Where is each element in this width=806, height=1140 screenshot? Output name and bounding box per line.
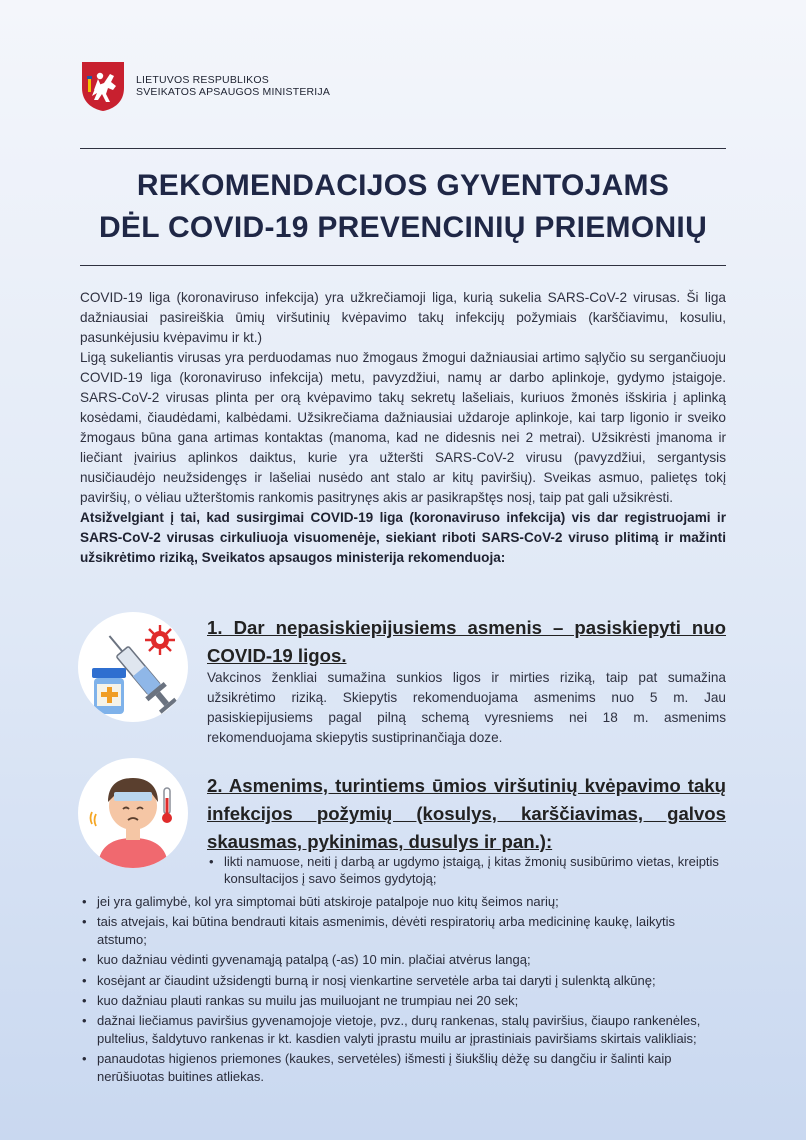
list-item: • panaudotas higienos priemones (kaukes, servetėles) išmesti į šiukšlių dėžę su dangčiu ir šalinti kaip nerūšiuotas buitines atliekas. [80, 1050, 726, 1085]
intro-paragraph: COVID-19 liga (koronaviruso infekcija) yra užkrečiamoji liga, kurią sukelia SARS-CoV-2 virusas. Ši liga dažniausiai pasireiškia ūmių viršutinių kvėpavimo takų infekcijų požymiais (karščiavimu, kosuliu, pasunkėjusiu kvėpavimu ir kt.) [80, 290, 726, 345]
ministry-line2: SVEIKATOS APSAUGOS MINISTERIJA [136, 86, 331, 98]
section1-text: Vakcinos ženkliai sumažina sunkios ligos ir mirties riziką, taip pat sumažina užsikrėtimo riziką. Skiepytis rekomenduojama asmenims nuo 5 m. Jau pasiskiepijusiems pagal pilną schemą vyresniems nei 18 m. asmenims rekomenduojama skiepytis sustiprinančiąja doze. [207, 670, 726, 745]
coat-of-arms-icon [80, 60, 126, 112]
header [80, 60, 330, 112]
title-line2: DĖL COVID-19 PREVENCINIŲ PRIEMONIŲ [98, 211, 708, 244]
list-item: • kuo dažniau plauti rankas su muilu jas muiluojant ne trumpiau nei 20 sek; [80, 992, 726, 1009]
sick-person-icon [78, 758, 188, 868]
intro-recommendation: Atsižvelgiant į tai, kad susirgimai COVID-19 liga (koronaviruso infekcija) vis dar registruojami ir SARS-CoV-2 virusas cirkuliuoja visuomenėje, siekiant riboti SARS-CoV-2 viruso plitimą ir mažinti užsikrėtimo riziką, Sveikatos apsaugos ministerija rekomenduoja: [80, 510, 726, 565]
intro-text [80, 288, 726, 568]
list-item: • kuo dažniau vėdinti gyvenamąją patalpą (-as) 10 min. plačiai atvėrus langą; [80, 951, 726, 968]
list-item: • likti namuose, neiti į darbą ar ugdymo įstaigą, į kitas žmonių susibūrimo vietas, kreiptis konsultacijos į savo šeimos gydytoją; [207, 853, 726, 888]
vaccine-icon [78, 612, 188, 722]
ministry-name [136, 74, 330, 98]
page-title [80, 165, 726, 249]
list-item: • jei yra galimybė, kol yra simptomai būti atskiroje patalpoje nuo kitų šeimos narių; [80, 893, 726, 910]
list-item: • dažnai liečiamus paviršius gyvenamojoje vietoje, pvz., durų rankenas, stalų paviršius, čiaupo rankenėles, pultelius, šaldytuvo rankenas ir kt. kasdien valyti įprastu muilu ar įprastiniais paviršiams skirtais valikliais; [80, 1012, 726, 1047]
list-item: • kosėjant ar čiaudint užsidengti burną ir nosį vienkartine servetėle arba tai daryti į sulenktą alkūnę; [80, 972, 726, 989]
intro-paragraph: Ligą sukeliantis virusas yra perduodamas nuo žmogaus žmogui dažniausiai artimo sąlyčio su sergančiuoju COVID-19 liga (koronaviruso infekcija) metu, pavyzdžiui, namų ar darbo aplinkoje, gydymo įstaigoje. SARS-CoV-2 virusas plinta per orą kvėpavimo takų sekretų lašeliais, kuriuos žmonės išskiria į aplinką kosėdami, čiaudėdami, kalbėdami. Užsikrečiama dažniausiai uždaroje aplinkoje, kai tarp ligonio ir sveiko žmogaus būna gana artimas kontaktas (manoma, kad ne didesnis nei 2 metrai). Užsikrėsti įmanoma ir liečiant įvairius aplinkos daiktus, kurie yra užteršti SARS-CoV-2 virusu (pavyzdžiui, sergantysis nusičiaudėjo neužsidengęs ir lašeliai nusėdo ant stalo ar kitų paviršių). Sveikas asmuo, palietęs tokį paviršių, o vėliau užterštomis rankomis pasitrynęs akis ar pasikrapštęs nosį, taip pat gali užsikrėsti. [80, 350, 726, 505]
title-line1: REKOMENDACIJOS GYVENTOJAMS [136, 169, 670, 202]
section2-title: 2. Asmenims, turintiems ūmios viršutinių kvėpavimo takų infekcijos požymių (kosulys, karščiavimas, galvos skausmas, pykinimas, dusulys ir pan.): [207, 775, 726, 852]
ministry-line1: LIETUVOS RESPUBLIKOS [136, 74, 269, 86]
divider-bottom [80, 265, 726, 266]
divider-top [80, 148, 726, 149]
section1-title: 1. Dar nepasiskiepijusiems asmenis – pasiskiepyti nuo COVID-19 ligos. [207, 617, 726, 666]
section2-first-list [207, 853, 726, 891]
list-item: • tais atvejais, kai būtina bendrauti kitais asmenimis, dėvėti respiratorių arba medicininę kaukę, laikytis atstumo; [80, 913, 726, 948]
section2-list [80, 893, 726, 1088]
